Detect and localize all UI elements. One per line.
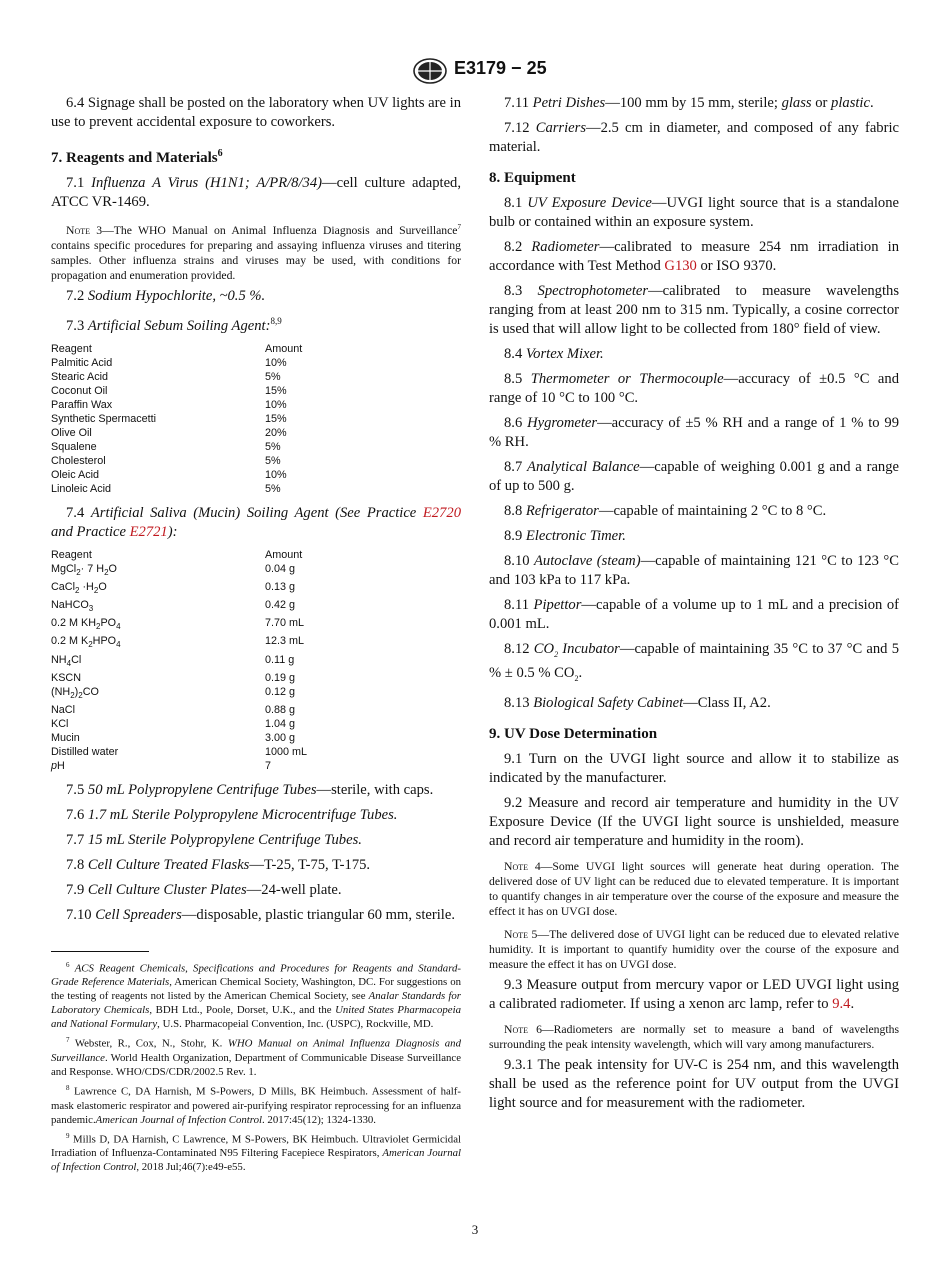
section-7-3: 7.3 Artificial Sebum Soiling Agent:$^{8,9}$ bbox=[66, 315, 282, 334]
section-7-2: 7.2 Sodium Hypochlorite, ~0.5 %. bbox=[66, 287, 266, 304]
section-8-2: 8.2 Radiometer—calibrated to measure 254 nm irradiation in accordance with Test Method G130 or ISO 9370. bbox=[489, 239, 899, 274]
footnote-6: $^6$ ACS Reagent Chemicals, Specifications and Procedures for Reagents and Standard-Grade Reference Materials, American Chemical Society, Washington, DC. For suggestions on the testing of reagents not listed by the American Chemical Society, see Analar Standards for Laboratory Chemicals, BDH Ltd., Poole, Dorset, U.K., and the United States Pharmacopeia and National Formulary, U.S. Pharmacopeial Convention, Inc. (USPC), Rockville, MD. bbox=[51, 960, 462, 1031]
section-8-10: 8.10 Autoclave (steam)—capable of maintaining 121 °C to 123 °C and 103 kPa to 117 kPa. bbox=[489, 553, 899, 588]
table-row: KSCN 0.19 g bbox=[51, 671, 296, 684]
page-number: 3 bbox=[471, 1222, 479, 1237]
table-row: CaCl$_2$ $\cdot H_2O$ 0.13 g bbox=[51, 580, 296, 596]
table-header-row: Reagent Amount bbox=[51, 342, 303, 355]
section-7-4: 7.4 Artificial Saliva (Mucin) Soiling Agent (See Practice E2720 and Practice E2721): bbox=[51, 504, 461, 540]
table-row: Olive Oil 20% bbox=[51, 426, 287, 439]
table-row: NaHCO$_3$ 0.42 g bbox=[51, 599, 296, 614]
section-7-8: 7.8 Cell Culture Treated Flasks—T-25, T-75, T-175. bbox=[66, 856, 371, 873]
section-8-12: 8.12 $CO_2$ Incubator—capable of maintaining 35 °C to 37 °C and 5 % ± 0.5 % $CO_2$. bbox=[489, 641, 900, 683]
section-8-6: 8.6 Hygrometer—accuracy of ±5 % RH and a range of 1 % to 99 % RH. bbox=[489, 415, 900, 450]
note-5: Note 5—The delivered dose of UVGI light can be reduced due to elevated relative humidity. It is important to quantify humidity over the course of the exposure and measure the effect it has on UVGI dose. bbox=[489, 927, 900, 971]
table-row: Mucin 3.00 g bbox=[51, 731, 296, 744]
section-8-11: 8.11 Pipettor—capable of a volume up to 1 mL and a precision of 0.001 mL. bbox=[489, 597, 900, 632]
table-row: MgCl$_2$· 7 $H_2O$ 0.04 g bbox=[51, 562, 296, 577]
section-8-1: 8.1 UV Exposure Device—UVGI light source that is a standalone bulb or contained within an exposure system. bbox=[489, 195, 899, 230]
section-8-3: 8.3 Spectrophotometer—calibrated to measure wavelengths ranging from at least 200 nm to 315 nm. Typically, a cosine corrector is used that will allow light to be collected from 180° field of view. bbox=[489, 283, 899, 337]
footnote-7: $^7$ Webster, R., Cox, N., Stohr, K. WHO Manual on Animal Influenza Diagnosis and Surveillance. World Health Organization, Department of Communicable Disease Surveillance and Response. WHO/CDS/CDR/2002.5 Rev. 1. bbox=[51, 1036, 461, 1079]
table-header-row: Reagent Amount bbox=[51, 548, 303, 561]
heading-section-9: 9. UV Dose Determination bbox=[489, 725, 658, 742]
table-row: pH 7 bbox=[51, 759, 272, 772]
section-9-2: 9.2 Measure and record air temperature and humidity in the UV Exposure Device (If the UVGI light source is unshielded, measure and record air temperature and humidity in the room). bbox=[489, 794, 899, 849]
section-8-8: 8.8 Refrigerator—capable of maintaining 2 °C to 8 °C. bbox=[504, 503, 827, 519]
left-column bbox=[51, 94, 461, 1176]
right-column bbox=[489, 94, 899, 1119]
table-row: Stearic Acid 5% bbox=[51, 370, 281, 383]
table-row: $(NH_2)_2CO$ 0.12 g bbox=[51, 685, 296, 700]
section-8-9: 8.9 Electronic Timer. bbox=[504, 528, 626, 544]
astm-logo bbox=[412, 58, 448, 84]
section-9-1: 9.1 Turn on the UVGI light source and allow it to stabilize as indicated by the manufacturer. bbox=[489, 750, 899, 786]
table-row: Cholesterol 5% bbox=[51, 454, 281, 467]
section-7-9: 7.9 Cell Culture Cluster Plates—24-well plate. bbox=[66, 881, 342, 898]
document-id: E3179 − 25 bbox=[454, 58, 547, 78]
note-4: Note 4—Some UVGI light sources will generate heat during operation. The delivered dose of UV light can be reduced due to elevated temperature. It is important to quantify changes in air temperature over the course of the exposure and measure the effect it has on UVGI dose. bbox=[489, 859, 899, 918]
table-row: NaCl 0.88 g bbox=[51, 703, 296, 716]
footnote-8: $^8$ Lawrence C, DA Harnish, M S-Powers, D Mills, BK Heimbuch. Assessment of half-mask elastomeric respirator and powered air-purifying respirator reprocessing for an influenza pandemic.American Journal of Infection Control. 2017:45(12); 1324-1330. bbox=[51, 1084, 462, 1126]
table-row: Distilled water 1000 mL bbox=[51, 745, 308, 758]
section-8-13: 8.13 Biological Safety Cabinet—Class II, A2. bbox=[504, 694, 771, 711]
table-row: Oleic Acid 10% bbox=[51, 468, 287, 481]
section-9-3-1: 9.3.1 The peak intensity for UV-C is 254 nm, and this wavelength shall be used as the reference point for UV output from the UVGI light source and for measurement with the radiometer. bbox=[489, 1056, 899, 1111]
section-7-5: 7.5 50 mL Polypropylene Centrifuge Tubes—sterile, with caps. bbox=[66, 781, 434, 798]
link-9-4[interactable]: 9.4 bbox=[832, 995, 851, 1012]
footnote-9: $^9$ Mills D, DA Harnish, C Lawrence, M S-Powers, BK Heimbuch. Ultraviolet Germicidal Irradiation of Influenza-Contaminated N95 Filtering Facepiece Respirators, American Journal of Infection Control, 2018 Jul;46(7):e49-e55. bbox=[51, 1131, 461, 1174]
saliva-table bbox=[51, 548, 431, 773]
section-6-4: 6.4 Signage shall be posted on the laboratory when UV lights are in use to prevent accidental exposure to coworkers. bbox=[51, 95, 461, 130]
table-row: Linoleic Acid 5% bbox=[51, 482, 281, 495]
table-row: Squalene 5% bbox=[51, 440, 281, 453]
page-header bbox=[0, 56, 950, 86]
section-9-3: 9.3 Measure output from mercury vapor or LED UVGI light using a calibrated radiometer. If using a xenon arc lamp, refer to 9.4. bbox=[489, 976, 899, 1012]
section-8-5: 8.5 Thermometer or Thermocouple—accuracy of ±0.5 °C and range of 10 °C to 100 °C. bbox=[489, 371, 900, 406]
section-7-12: 7.12 Carriers—2.5 cm in diameter, and composed of any fabric material. bbox=[489, 120, 899, 155]
section-7-6: 7.6 1.7 mL Sterile Polypropylene Microcentrifuge Tubes. bbox=[66, 806, 398, 823]
heading-section-7: 7. Reagents and Materials$^6$ bbox=[51, 148, 223, 166]
heading-section-8: 8. Equipment bbox=[489, 170, 576, 186]
note-6: Note 6—Radiometers are normally set to measure a band of wavelengths surrounding the peak intensity wavelength, which will vary among manufacturers. bbox=[489, 1022, 899, 1051]
section-7-1: 7.1 Influenza A Virus (H1N1; A/PR/8/34)—cell culture adapted, ATCC VR-1469. bbox=[51, 175, 462, 210]
table-row: Paraffin Wax 10% bbox=[51, 398, 287, 411]
link-e2721[interactable]: E2721 bbox=[129, 523, 168, 540]
link-g130[interactable]: G130 bbox=[664, 258, 697, 274]
footnote-divider bbox=[51, 951, 149, 952]
section-7-11: 7.11 Petri Dishes—100 mm by 15 mm, sterile; glass or plastic. bbox=[504, 95, 874, 111]
section-8-4: 8.4 Vortex Mixer. bbox=[504, 346, 604, 362]
section-7-7: 7.7 15 mL Sterile Polypropylene Centrifuge Tubes. bbox=[66, 831, 362, 848]
section-7-10: 7.10 Cell Spreaders—disposable, plastic triangular 60 mm, sterile. bbox=[66, 906, 455, 923]
table-row: $NH_4Cl$ 0.11 g bbox=[51, 653, 295, 668]
table-row: Palmitic Acid 10% bbox=[51, 356, 287, 369]
section-8-7: 8.7 Analytical Balance—capable of weighing 0.001 g and a range of up to 500 g. bbox=[489, 459, 899, 494]
table-row: Coconut Oil 15% bbox=[51, 384, 287, 397]
table-row: 0.2 M $K_2HPO_4$ 12.3 mL bbox=[51, 635, 305, 650]
table-row: 0.2 M $KH_2PO_4$ 7.70 mL bbox=[51, 617, 305, 632]
table-row: KCl 1.04 g bbox=[51, 717, 296, 730]
link-e2720[interactable]: E2720 bbox=[422, 504, 461, 521]
sebum-table bbox=[51, 342, 431, 496]
note-3: Note 3—The WHO Manual on Animal Influenza Diagnosis and Surveillance$^7$ contains specific procedures for preparing and assaying influenza viruses and titering samples. Other influenza strains and viruses may be used, with conditions for propagation and enumeration provided. bbox=[51, 223, 461, 282]
table-row: Synthetic Spermacetti 15% bbox=[51, 412, 287, 425]
